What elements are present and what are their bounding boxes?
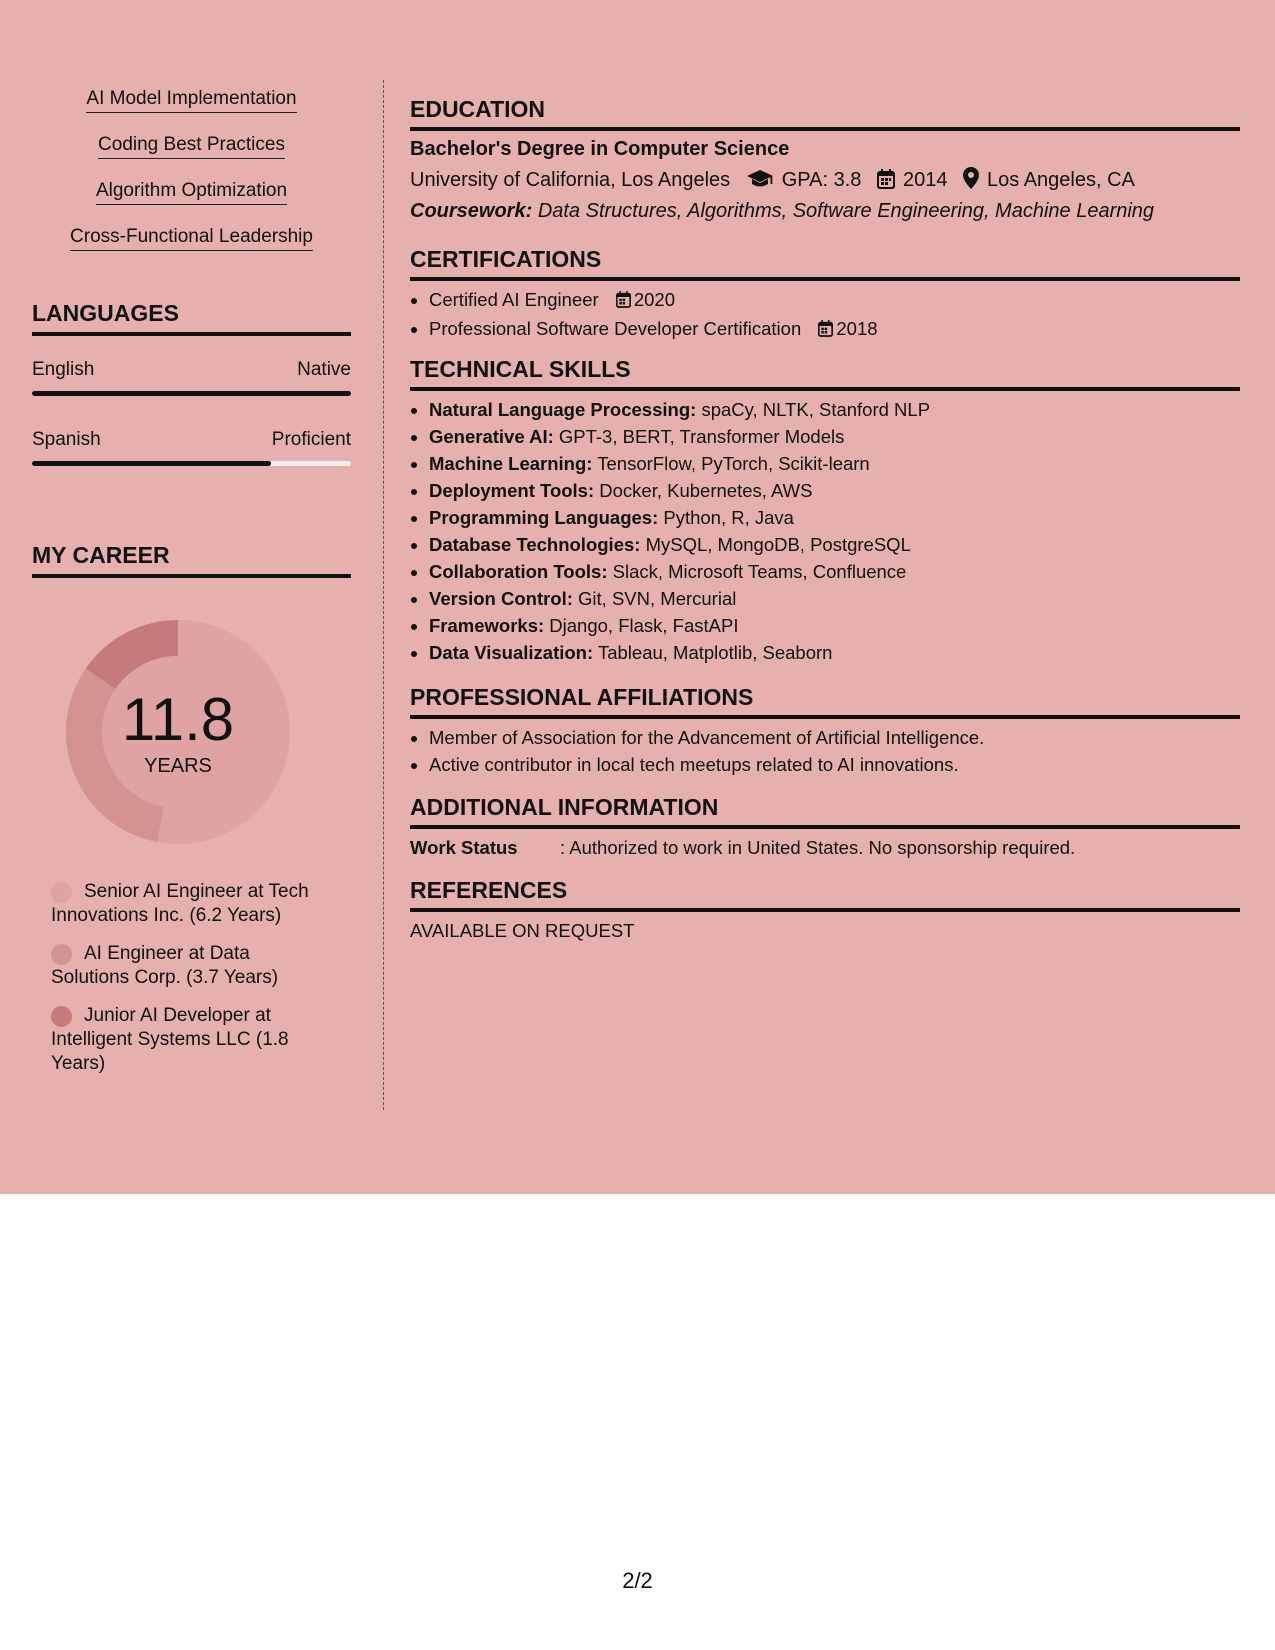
skill-item: Coding Best Practices <box>98 132 285 159</box>
career-total-unit: YEARS <box>144 755 212 777</box>
education-heading: EDUCATION <box>410 94 1240 131</box>
technical-skill-item <box>429 531 930 558</box>
skill-category: Deployment Tools: <box>429 480 595 501</box>
skill-values: GPT-3, BERT, Transformer Models <box>558 426 845 447</box>
affiliation-item: • Member of Association for the Advancement of Artificial Intelligence. <box>429 724 984 751</box>
coursework-list: Data Structures, Algorithms, Software Engineering, Machine Learning <box>537 200 1155 222</box>
references-text: AVAILABLE ON REQUEST <box>410 920 635 941</box>
gpa: GPA: 3.8 <box>781 169 862 191</box>
technical-skill-item <box>429 450 930 477</box>
career-item <box>51 880 321 928</box>
skill-category: Data Visualization: <box>429 642 594 663</box>
skill-category: Programming Languages: <box>429 507 659 528</box>
language-name: English <box>32 359 95 380</box>
career-item <box>51 1004 321 1076</box>
career-item <box>51 942 321 990</box>
column-divider <box>383 80 384 1110</box>
calendar-icon <box>818 317 833 344</box>
certification-item <box>429 315 878 344</box>
skill-values: TensorFlow, PyTorch, Scikit-learn <box>597 453 870 474</box>
graduation-cap-icon <box>746 169 774 196</box>
affiliations-list <box>410 724 984 778</box>
additional-info-heading: ADDITIONAL INFORMATION <box>410 792 1240 829</box>
certification-year: 2018 <box>836 318 878 339</box>
skill-category: Database Technologies: <box>429 534 641 555</box>
skill-category: Collaboration Tools: <box>429 561 608 582</box>
skill-item: Cross-Functional Leadership <box>70 224 313 251</box>
skill-category: Machine Learning: <box>429 453 593 474</box>
coursework <box>410 198 1154 224</box>
school-name: University of California, Los Angeles <box>410 169 731 191</box>
language-level: Native <box>297 359 351 380</box>
career-total-years: 11.8 <box>121 686 235 753</box>
references-heading: REFERENCES <box>410 875 1240 912</box>
certifications-list <box>410 286 878 344</box>
skill-values: Django, Flask, FastAPI <box>549 615 739 636</box>
page-number: 2/2 <box>622 1568 653 1593</box>
education-meta <box>410 167 1135 196</box>
skill-values: Tableau, Matplotlib, Seaborn <box>597 642 833 663</box>
education-location: Los Angeles, CA <box>987 169 1135 191</box>
certifications-heading: CERTIFICATIONS <box>410 244 1240 281</box>
certification-item <box>429 286 878 315</box>
technical-skills-list <box>410 396 930 666</box>
work-status-label: Work Status <box>410 837 518 858</box>
career-list <box>51 880 321 1090</box>
career-legend-dot <box>51 882 72 903</box>
language-bar-track <box>32 461 351 466</box>
skills-list <box>32 86 351 270</box>
languages-heading: LANGUAGES <box>32 298 351 336</box>
technical-skills-heading: TECHNICAL SKILLS <box>410 354 1240 391</box>
skill-item: Algorithm Optimization <box>96 178 287 205</box>
skill-values: Git, SVN, Mercurial <box>578 588 737 609</box>
technical-skill-item <box>429 423 930 450</box>
skill-values: Python, R, Java <box>663 507 794 528</box>
career-item-label: AI Engineer at Data Solutions Corp. (3.7 Years) <box>51 943 279 988</box>
skill-item: AI Model Implementation <box>86 86 296 113</box>
career-legend-dot <box>51 944 72 965</box>
career-heading: MY CAREER <box>32 540 351 578</box>
coursework-label: Coursework: <box>410 200 533 222</box>
skill-values: Docker, Kubernetes, AWS <box>599 480 813 501</box>
technical-skill-item <box>429 477 930 504</box>
language-bar-fill <box>32 461 271 466</box>
calendar-icon <box>877 169 895 196</box>
map-pin-icon <box>963 167 979 196</box>
career-item-label: Junior AI Developer at Intelligent Systems LLC (1.8 Years) <box>51 1005 289 1074</box>
career-item-label: Senior AI Engineer at Tech Innovations Inc. (6.2 Years) <box>51 881 309 926</box>
graduation-year: 2014 <box>902 169 948 191</box>
work-status <box>410 835 1075 861</box>
skill-category: Version Control: <box>429 588 573 609</box>
work-status-value: : Authorized to work in United States. No sponsorship required. <box>560 837 1076 858</box>
language-bar-track <box>32 391 351 396</box>
career-donut-chart <box>66 620 290 844</box>
skill-category: Natural Language Processing: <box>429 399 697 420</box>
skill-category: Generative AI: <box>429 426 554 447</box>
affiliations-heading: PROFESSIONAL AFFILIATIONS <box>410 682 1240 719</box>
technical-skill-item <box>429 558 930 585</box>
skill-values: spaCy, NLTK, Stanford NLP <box>701 399 931 420</box>
language-name: Spanish <box>32 429 101 450</box>
career-legend-dot <box>51 1006 72 1027</box>
technical-skill-item <box>429 612 930 639</box>
language-bar-fill <box>32 391 351 396</box>
certification-name: Certified AI Engineer <box>429 289 599 310</box>
technical-skill-item <box>429 639 930 666</box>
skill-values: Slack, Microsoft Teams, Confluence <box>612 561 907 582</box>
technical-skill-item <box>429 504 930 531</box>
calendar-icon <box>616 288 631 315</box>
certification-year: 2020 <box>633 289 675 310</box>
language-level: Proficient <box>271 429 351 450</box>
affiliation-item: • Active contributor in local tech meetups related to AI innovations. <box>429 751 984 778</box>
technical-skill-item <box>429 585 930 612</box>
certification-name: Professional Software Developer Certification <box>429 318 802 339</box>
skill-values: MySQL, MongoDB, PostgreSQL <box>645 534 911 555</box>
technical-skill-item <box>429 396 930 423</box>
skill-category: Frameworks: <box>429 615 545 636</box>
degree-title: Bachelor's Degree in Computer Science <box>410 138 790 160</box>
